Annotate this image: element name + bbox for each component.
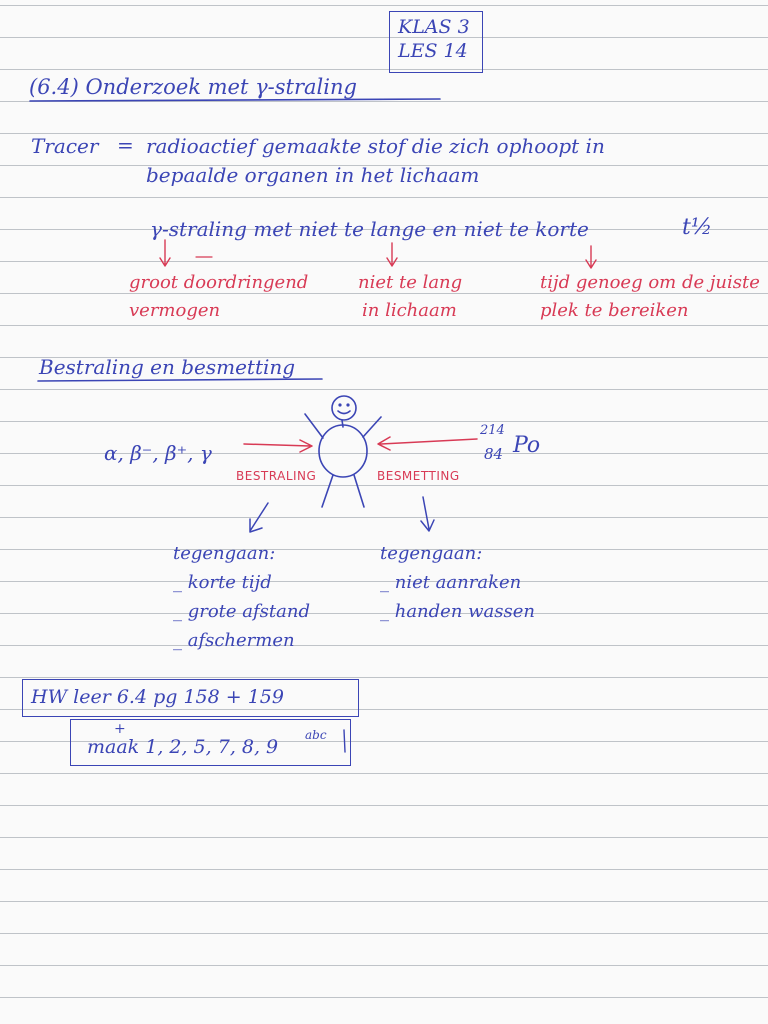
down-arrow-1: [160, 240, 170, 266]
homework-exercises: maak 1, 2, 5, 7, 8, 9: [87, 736, 279, 758]
contamination-arrow: [378, 437, 477, 450]
countermeasure-left-item: _ korte tijd: [173, 572, 272, 593]
isotope-symbol: Po: [513, 433, 541, 458]
class-label: KLAS 3: [398, 16, 470, 38]
isotope-atomic-number: 84: [484, 445, 504, 463]
reason-3-line1: tijd genoeg om de juiste: [540, 272, 760, 293]
irradiation-arrow: [244, 440, 312, 452]
homework-superscript: abc: [305, 728, 327, 742]
reason-1-line1: groot doordringend: [129, 272, 309, 293]
radiation-particles: α, β⁻, β⁺, γ: [104, 441, 212, 465]
section-title-irradiation-contamination: Bestraling en besmetting: [39, 355, 296, 379]
countermeasure-left-item: _ afschermen: [173, 630, 295, 651]
homework-plus: +: [114, 721, 126, 737]
homework-read: HW leer 6.4 pg 158 + 159: [31, 686, 284, 708]
countermeasure-right-item: _ handen wassen: [380, 601, 535, 622]
left-down-arrow: [250, 503, 268, 532]
gamma-requirement: γ-straling met niet te lange en niet te korte: [150, 217, 589, 241]
reason-1-line2: vermogen: [129, 300, 221, 321]
irradiation-label: BESTRALING: [236, 469, 317, 483]
reason-3-line2: plek te bereiken: [540, 300, 689, 321]
section-underline: [38, 379, 322, 381]
tracer-equals: =: [117, 133, 134, 157]
countermeasure-right-item: _ niet aanraken: [380, 572, 522, 593]
right-down-arrow: [421, 497, 434, 531]
tracer-term: Tracer: [31, 134, 99, 158]
tracer-definition-line2: bepaalde organen in het lichaam: [146, 163, 480, 187]
tracer-definition-line1: radioactief gemaakte stof die zich ophoopt in: [146, 134, 605, 158]
down-arrow-2: [387, 243, 397, 266]
isotope-mass-number: 214: [480, 423, 505, 438]
countermeasure-left-item: _ grote afstand: [173, 601, 311, 622]
title-underline: [30, 99, 440, 101]
half-life-symbol: t½: [682, 215, 713, 240]
page-title: (6.4) Onderzoek met γ-straling: [29, 75, 357, 99]
down-arrow-3: [586, 246, 596, 268]
contamination-label: BESMETTING: [377, 469, 460, 483]
homework-side-mark: [344, 730, 345, 752]
reason-2-line1: niet te lang: [358, 272, 463, 293]
countermeasures-right-heading: tegengaan:: [380, 543, 483, 564]
lesson-label: LES 14: [398, 40, 468, 62]
countermeasures-left-heading: tegengaan:: [173, 543, 276, 564]
person-stick-figure: [305, 396, 381, 507]
reason-2-line2: in lichaam: [362, 300, 457, 321]
